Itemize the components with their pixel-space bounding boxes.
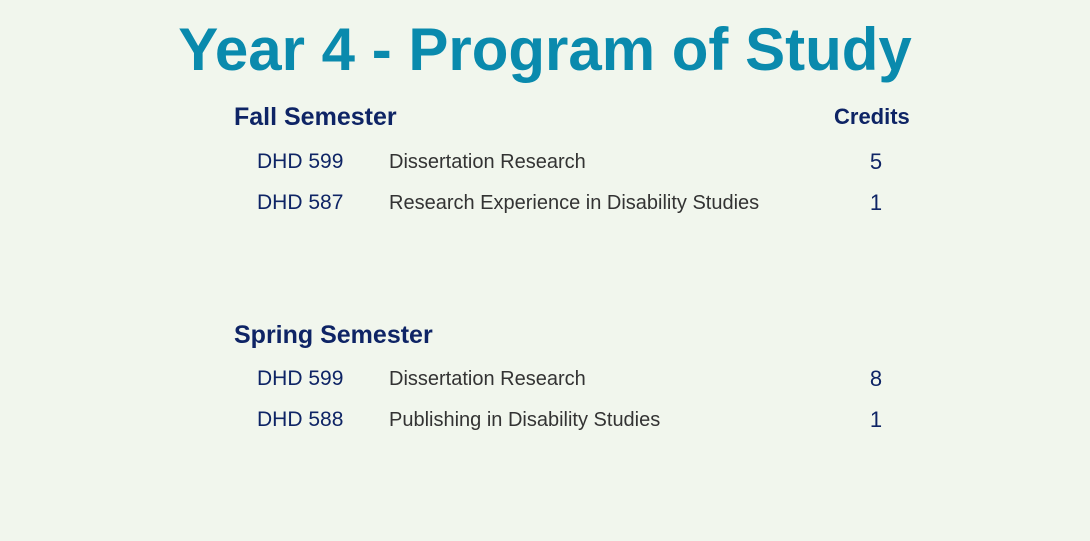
course-code: DHD 599 (257, 367, 344, 390)
course-row (0, 405, 1090, 435)
course-row (0, 147, 1090, 177)
course-credits: 1 (869, 190, 883, 215)
course-code: DHD 588 (257, 408, 344, 431)
fall-semester-heading: Fall Semester (234, 103, 397, 131)
course-row (0, 364, 1090, 394)
course-credits: 5 (869, 149, 883, 174)
spring-semester-heading: Spring Semester (234, 321, 433, 349)
credits-column-header: Credits (834, 104, 910, 129)
course-name: Research Experience in Disability Studies (389, 192, 760, 214)
course-name: Dissertation Research (389, 151, 586, 173)
course-code: DHD 587 (257, 191, 344, 214)
course-name: Publishing in Disability Studies (389, 409, 661, 431)
course-credits: 8 (869, 366, 883, 391)
course-credits: 1 (869, 407, 883, 432)
course-code: DHD 599 (257, 150, 344, 173)
course-name: Dissertation Research (389, 368, 586, 390)
page-title: Year 4 - Program of Study (178, 16, 912, 83)
course-row (0, 188, 1090, 218)
